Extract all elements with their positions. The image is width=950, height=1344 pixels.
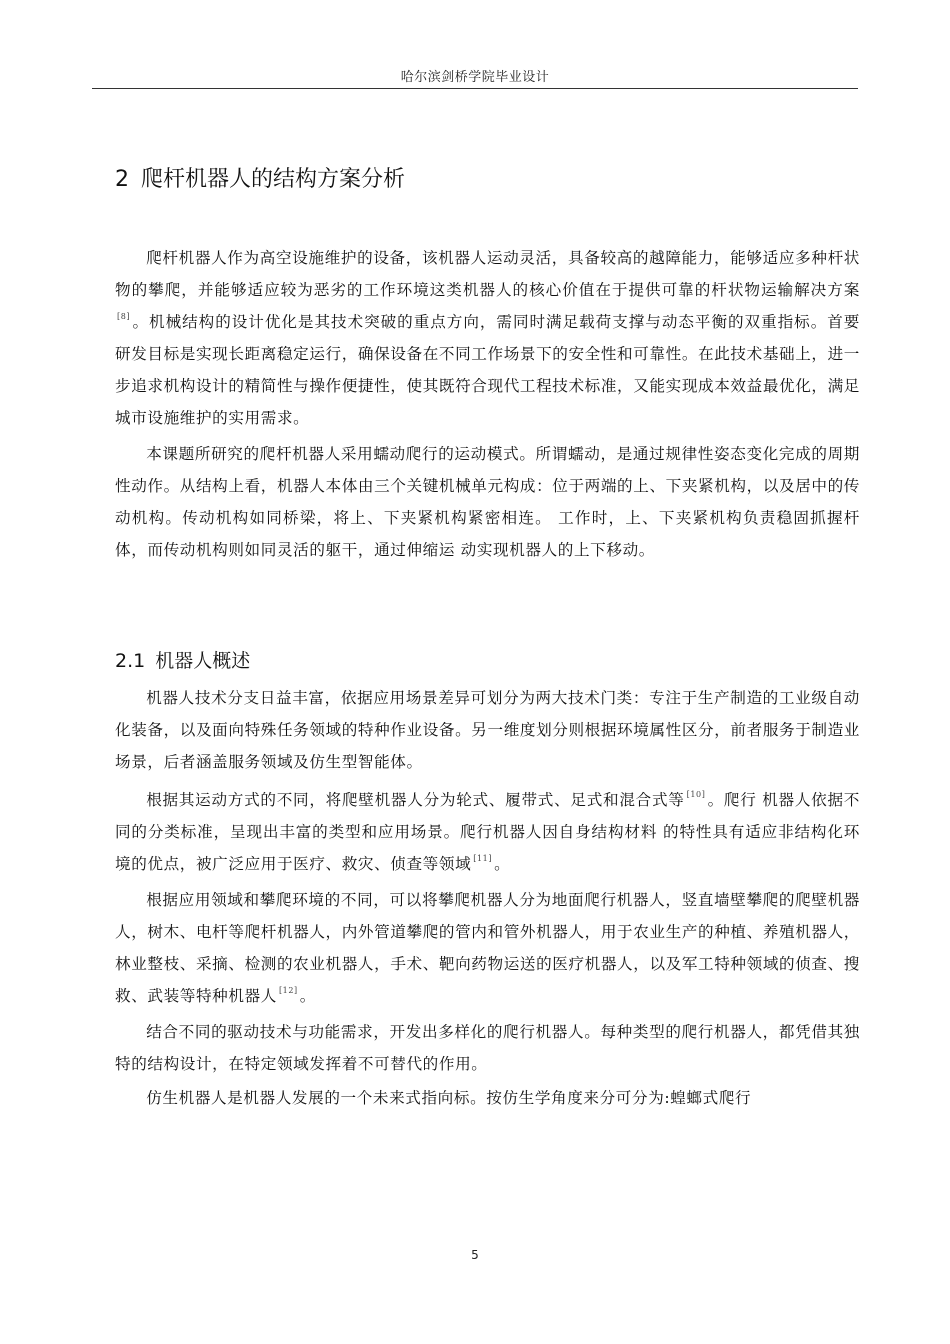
page-number: 5: [471, 1248, 479, 1262]
paragraph-text: 根据应用领域和攀爬环境的不同，可以将攀爬机器人分为地面爬行机器人，竖直墙壁攀爬的爬壁机器人，树木、电杆等爬杆机器人，内外管道攀爬的管内和管外机器人，用于农业生产的种植、养殖机器人，林业整枝、采摘、检测的农业机器人，手术、靶向药物运送的医疗机器人，以及军工特种领域的侦查、搜救、武装等特种机器人: [115, 891, 860, 1005]
header-divider: [92, 88, 858, 89]
section-body: [115, 682, 860, 1114]
citation-ref: [12]: [278, 986, 298, 995]
paragraph: [115, 884, 860, 1012]
paragraph: 仿生机器人是机器人发展的一个未来式指向标。按仿生学角度来分可分为:蝗螂式爬行: [146, 1089, 752, 1107]
paragraph: 机器人技术分支日益丰富，依据应用场景差异可划分为两大技术门类：专注于生产制造的工业级自动化装备，以及面向特殊任务领域的特种作业设备。另一维度划分则根据环境属性区分，前者服务于制造业场景，后者涵盖服务领域及仿生型智能体。: [115, 689, 860, 771]
chapter-number: 2: [115, 167, 129, 192]
paragraph: 结合不同的驱动技术与功能需求，开发出多样化的爬行机器人。每种类型的爬行机器人，都凭借其独特的结构设计，在特定领域发挥着不可替代的作用。: [115, 1023, 860, 1073]
section-heading: [115, 646, 250, 673]
chapter-title: 爬杆机器人的结构方案分析: [141, 167, 406, 192]
chapter-heading: [115, 162, 405, 193]
paragraph: [115, 242, 860, 434]
paragraph-text: 爬杆机器人作为高空设施维护的设备，该机器人运动灵活，具备较高的越障能力，能够适应多种杆状物的攀爬，并能够适应较为恶劣的工作环境这类机器人的核心价值在于提供可靠的杆状物运输解决方案: [115, 249, 860, 299]
section-number: 2.1: [115, 650, 146, 672]
paragraph-text: 。: [494, 855, 511, 873]
section-title: 机器人概述: [155, 650, 251, 672]
paragraph-text: 。爬行 机器人依据不同的分类标准，呈现出丰富的类型和应用场景。爬行机器人因自身结构材料 的特性具有适应非结构化环境的优点，被广泛应用于医疗、救灾、侦查等领域: [115, 791, 860, 873]
intro-body: [115, 242, 860, 566]
citation-ref: [8]: [117, 312, 131, 321]
citation-ref: [11]: [473, 854, 493, 863]
paragraph-text: 。: [299, 987, 316, 1005]
paragraph: 本课题所研究的爬杆机器人采用蠕动爬行的运动模式。所谓蠕动，是通过规律性姿态变化完成的周期性动作。从结构上看，机器人本体由三个关键机械单元构成：位于两端的上、下夹紧机构，以及居中的传动机构。传动机构如同桥梁，将上、下夹紧机构紧密相连。 工作时，上、下夹紧机构负责稳固抓握杆体，而传动机构则如同灵活的躯干，通过伸缩运 动实现机器人的上下移动。: [115, 445, 860, 559]
paragraph: [115, 784, 860, 880]
paragraph-text: 。机械结构的设计优化是其技术突破的重点方向，需同时满足载荷支撑与动态平衡的双重指标。首要研发目标是实现长距离稳定运行，确保设备在不同工作场景下的安全性和可靠性。在此技术基础上，进一步追求机构设计的精简性与操作便捷性，使其既符合现代工程技术标准，又能实现成本效益最优化，满足城市设施维护的实用需求。: [115, 313, 860, 427]
running-header: 哈尔滨剑桥学院毕业设计: [400, 70, 550, 85]
citation-ref: [10]: [686, 790, 706, 799]
paragraph-text: 根据其运动方式的不同，将爬壁机器人分为轮式、履带式、足式和混合式等: [146, 791, 685, 809]
